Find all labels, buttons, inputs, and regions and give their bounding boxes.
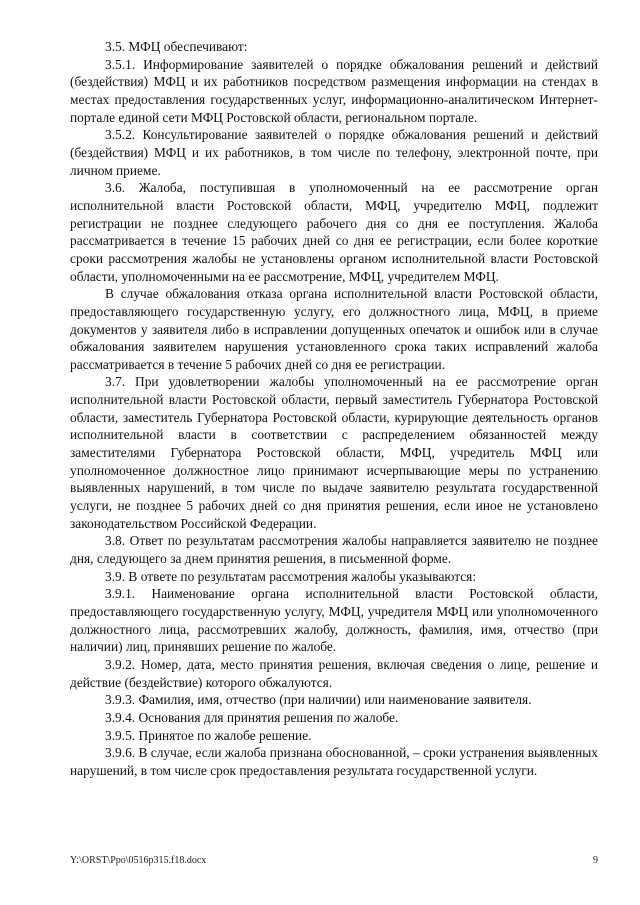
paragraph-3-9-2: 3.9.2. Номер, дата, место принятия решения, включая сведения о лице, решение и действие (бездействие) которого обжалуются.	[70, 656, 598, 690]
paragraph-3-9-4: 3.9.4. Основания для принятия решения по жалобе.	[105, 709, 399, 725]
paragraph-3-9-1: 3.9.1. Наименование органа исполнительной власти Ростовской области, предоставляющего государственную услугу, МФЦ, учредителя МФЦ или уполномоченного должностного лица, рассмотревших жалобу, должность, фамилия, имя, отчество (при наличии) лиц, принявших решение по жалобе.	[70, 586, 598, 655]
page-number: 9	[593, 855, 598, 866]
paragraph-3-9: 3.9. В ответе по результатам рассмотрения жалобы указываются:	[105, 568, 477, 584]
document-body	[70, 38, 598, 780]
paragraph-3-5-2: 3.5.2. Консультирование заявителей о порядке обжалования решений и действий (бездействия) МФЦ и их работников, в том числе по телефону, электронной почте, при личном приеме.	[70, 127, 598, 178]
paragraph-3-7: 3.7. При удовлетворении жалобы уполномоченный на ее рассмотрение орган исполнительной власти Ростовской области, первый заместитель Губернатора Ростовской области, заместитель Губернатора Ростовской области, курирующие деятельность органов исполнительной власти в соответствии с распределением обязанностей между заместителями Губернатора Ростовской области, МФЦ, учредитель МФЦ или уполномоченное должностное лицо принимают исчерпывающие меры по устранению выявленных нарушений, в том числе по выдаче заявителю результата государственной услуги, не позднее 5 рабочих дней со дня принятия решения, если иное не установлено законодательством Российской Федерации.	[70, 374, 598, 531]
paragraph-3-8: 3.8. Ответ по результатам рассмотрения жалобы направляется заявителю не позднее дня, следующего за днем принятия решения, в письменной форме.	[70, 533, 598, 567]
paragraph-3-5: 3.5. МФЦ обеспечивают:	[105, 39, 248, 54]
paragraph-3-5-1: 3.5.1. Информирование заявителей о порядке обжалования решений и действий (бездействия) МФЦ и их работников посредством размещения информации на стендах в местах предоставления государственных услуг, информационно-аналитическом Интернет-портале единой сети МФЦ Ростовской области, региональном портале.	[70, 56, 598, 125]
paragraph-3-9-5: 3.9.5. Принятое по жалобе решение.	[105, 727, 312, 743]
paragraph-3-6-appeal: В случае обжалования отказа органа исполнительной власти Ростовской области, предоставляющего государственную услугу, его должностного лица, МФЦ, в приеме документов у заявителя либо в исправлении допущенных опечаток и ошибок или в случае обжалования заявителем нарушения установленного срока таких исправлений жалоба рассматривается в течение 5 рабочих дней со дня ее регистрации.	[70, 286, 598, 372]
paragraph-3-6: 3.6. Жалоба, поступившая в уполномоченный на ее рассмотрение орган исполнительной власти Ростовской области, МФЦ, учредителю МФЦ, подлежит регистрации не позднее следующего рабочего дня со дня ее поступления. Жалоба рассматривается в течение 15 рабочих дней со дня ее регистрации, если более короткие сроки рассмотрения жалобы не установлены органом исполнительной власти Ростовской области, уполномоченными на ее рассмотрение, МФЦ, учредителем МФЦ.	[70, 180, 598, 284]
footer-file-path: Y:\ORST\Ppo\0516p315.f18.docx	[70, 855, 207, 866]
paragraph-3-9-3: 3.9.3. Фамилия, имя, отчество (при наличии) или наименование заявителя.	[105, 692, 532, 708]
paragraph-3-9-6: 3.9.6. В случае, если жалоба признана обоснованной, – сроки устранения выявленных нарушений, в том числе срок предоставления результата государственной услуги.	[70, 745, 598, 778]
